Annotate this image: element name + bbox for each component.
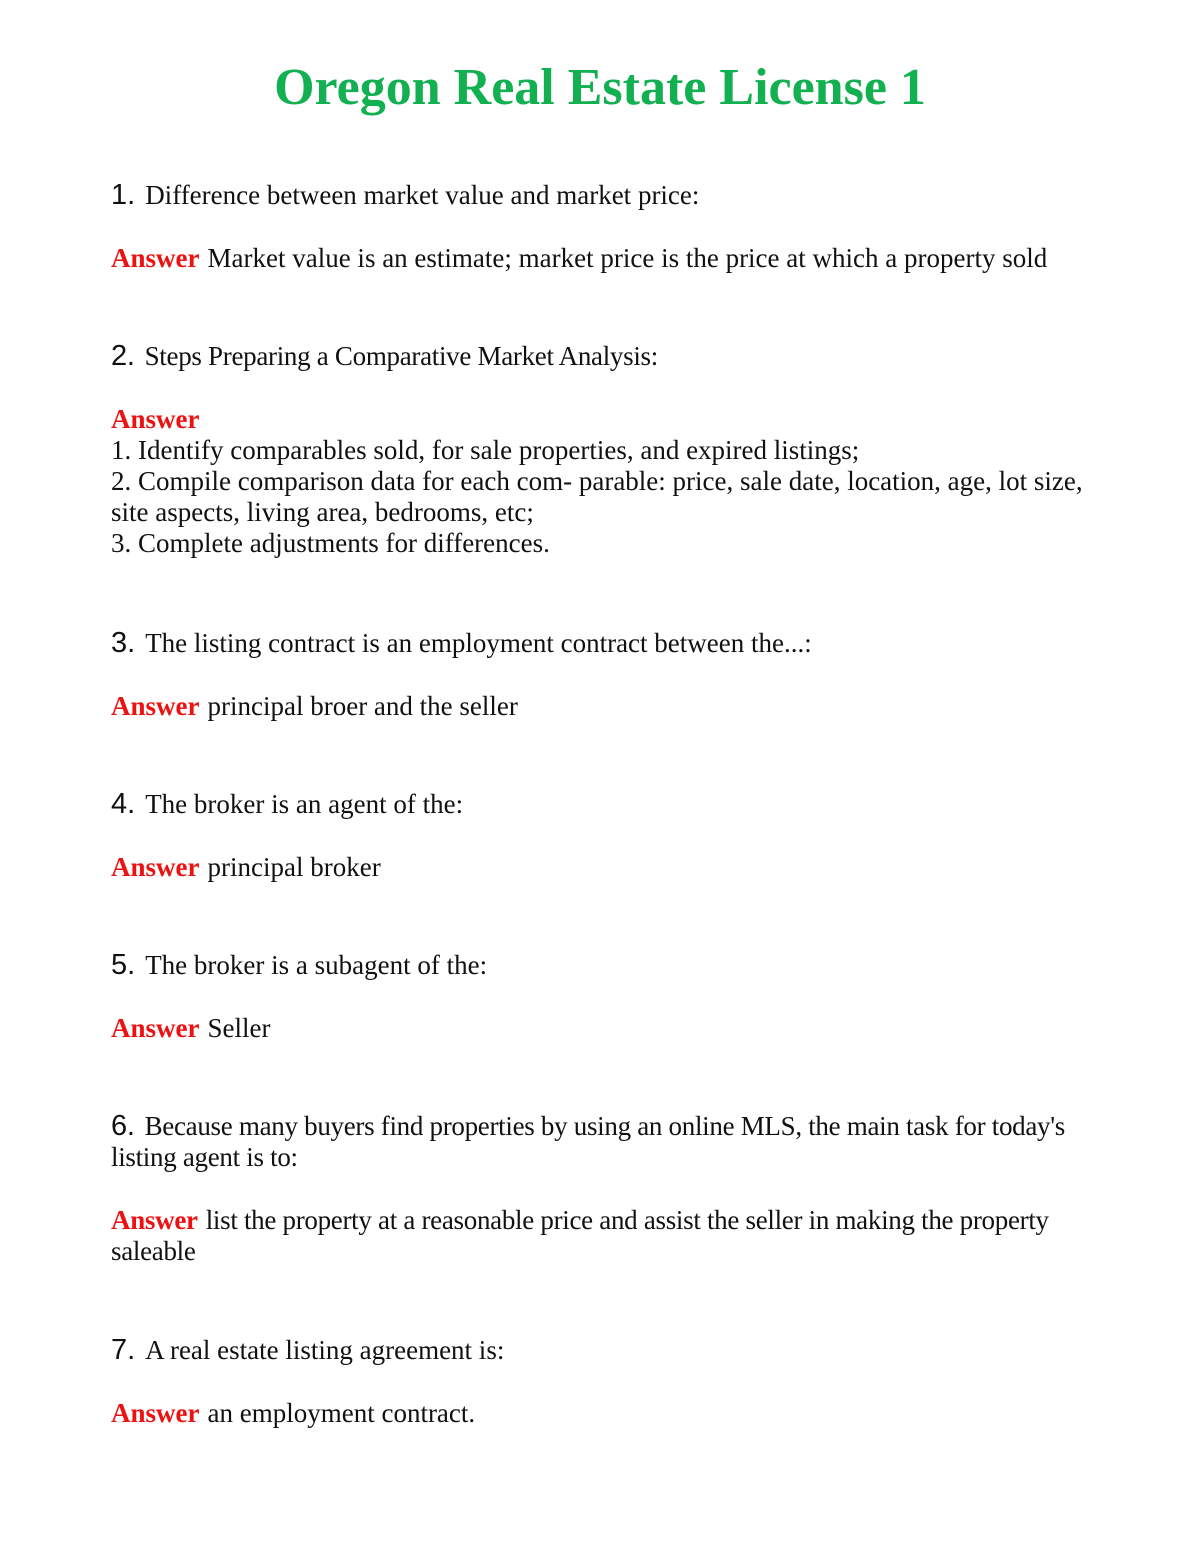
question-text <box>111 789 1096 820</box>
answer-text <box>111 1398 1096 1429</box>
answer-step: 2. Compile comparison data for each com- parable: price, sale date, location, age, lot size, site aspects, living area, bedrooms, etc; <box>111 466 1083 527</box>
question-prompt: The broker is an agent of the: <box>145 789 464 819</box>
question-text <box>111 1335 1096 1366</box>
question-prompt: Because many buyers find properties by using an online MLS, the main task for today's listing agent is to: <box>111 1111 1066 1172</box>
question-item-4 <box>111 789 1096 883</box>
question-prompt: A real estate listing agreement is: <box>145 1335 505 1365</box>
answer-label: Answer <box>111 1205 198 1235</box>
answer-label: Answer <box>111 852 200 882</box>
answer-value: principal broker <box>207 852 381 882</box>
question-number: 5. <box>111 949 136 981</box>
question-item-5 <box>111 950 1096 1044</box>
answer-step: 3. Complete adjustments for differences. <box>111 528 550 558</box>
question-number: 3. <box>111 627 136 659</box>
answer-value: principal broer and the seller <box>207 691 518 721</box>
question-prompt: The broker is a subagent of the: <box>145 950 488 980</box>
question-text <box>111 180 1096 211</box>
question-number: 6. <box>111 1110 135 1142</box>
question-text <box>111 341 1096 372</box>
page-title: Oregon Real Estate License 1 <box>274 59 926 116</box>
answer-value: an employment contract. <box>207 1398 476 1428</box>
question-item-1 <box>111 180 1096 274</box>
answer-label: Answer <box>111 243 200 273</box>
answer-label: Answer <box>111 691 200 721</box>
question-item-2 <box>111 341 1096 559</box>
question-item-3 <box>111 628 1096 722</box>
answer-label: Answer <box>111 1398 200 1428</box>
answer-text <box>111 1013 1096 1044</box>
answer-value: Market value is an estimate; market price is the price at which a property sold <box>207 243 1048 273</box>
question-number: 7. <box>111 1334 136 1366</box>
question-prompt: Difference between market value and market price: <box>145 180 700 210</box>
answer-text <box>111 852 1096 883</box>
answer-text <box>111 243 1096 274</box>
answer-text <box>111 404 1096 559</box>
question-text <box>111 950 1096 981</box>
question-number: 4. <box>111 788 136 820</box>
answer-text <box>111 1205 1096 1267</box>
question-number: 2. <box>111 340 135 372</box>
answer-step: 1. Identify comparables sold, for sale properties, and expired listings; <box>111 435 860 465</box>
question-item-7 <box>111 1335 1096 1429</box>
answer-label: Answer <box>111 1013 200 1043</box>
question-number: 1. <box>111 179 136 211</box>
question-item-6 <box>111 1111 1096 1267</box>
answer-value: list the property at a reasonable price and assist the seller in making the property saleable <box>111 1205 1049 1266</box>
question-prompt: Steps Preparing a Comparative Market Analysis: <box>144 341 658 371</box>
question-text <box>111 628 1096 659</box>
answer-value: Seller <box>207 1013 271 1043</box>
question-prompt: The listing contract is an employment contract between the...: <box>145 628 812 658</box>
answer-text <box>111 691 1096 722</box>
question-text <box>111 1111 1096 1173</box>
answer-label: Answer <box>111 404 200 434</box>
